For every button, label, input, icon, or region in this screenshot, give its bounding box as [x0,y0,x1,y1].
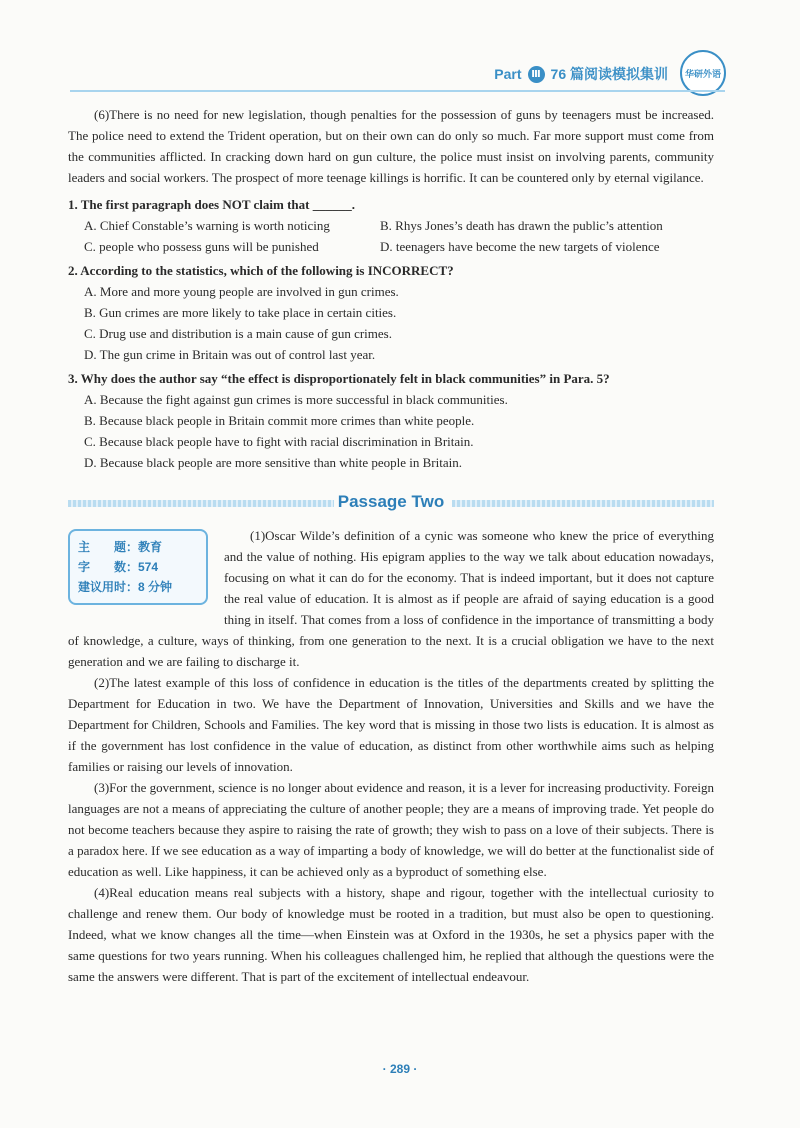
series-title: 76 篇阅读模拟集训 [550,66,668,82]
passage-title: Passage Two [334,492,448,511]
page-number: · 289 · [382,1062,418,1076]
part-numeral-badge: Ⅲ [528,66,545,83]
question-1 [68,194,714,257]
info-suggested-time: 建议用时：8 分钟 [78,580,173,594]
option-a[interactable]: A. Chief Constable’s warning is worth noticing [84,218,330,233]
option-b[interactable]: B. Rhys Jones’s death has drawn the public’s attention [380,218,663,233]
option-d[interactable]: D. The gun crime in Britain was out of control last year. [84,347,376,362]
passage-two-para-2: (2)The latest example of this loss of confidence in education is the titles of the departments created by splitting the Department for Education in two. We have the Department of Innovation, Universities and Skills and we have the Department for Children, Schools and Families. The key word that is missing in those two lists is education. It is almost as if the government has lost confidence in the value of education, as distinct from other worthwhile aims such as helping families or raising our levels of innovation. [68,675,714,774]
question-2 [68,260,714,365]
option-c[interactable]: C. Because black people have to fight with racial discrimination in Britain. [84,434,474,449]
passage-info-box [68,529,208,605]
passage-two-para-3: (3)For the government, science is no longer about evidence and reason, it is a lever for increasing productivity. Foreign languages are not a means of appreciating the culture of another people; they are a means of improving trade. Yet people do not become teachers because they aspire to raising the rate of growth; they wish to pass on a love of their subjects. There is a paradox here. If we see education as a way of imparting a body of knowledge, we will do better at the functionalist side of education as well. Like happiness, it can be achieved only as a byproduct of something else. [68,780,714,879]
option-b[interactable]: B. Gun crimes are more likely to take place in certain cities. [84,305,397,320]
question-3 [68,368,714,473]
passage-one-para-6: (6)There is no need for new legislation, though penalties for the possession of guns by teenagers must be increased. The police need to extend the Trident operation, but on their own can do only so much. Far more support must come from the communities afflicted. In cracking down hard on gun culture, the police must insist on involving parents, community leaders and social workers. The prospect of more teenage killings is horrific. It can be countered only by eternal vigilance. [68,107,714,185]
info-topic: 主 题：教育 [78,540,163,554]
page-content [68,104,714,987]
passage-two-heading [68,491,714,515]
heading-bar-left [68,500,336,507]
option-d[interactable]: D. teenagers have become the new targets of violence [380,239,660,254]
option-d[interactable]: D. Because black people are more sensitive than white people in Britain. [84,455,462,470]
option-c[interactable]: C. Drug use and distribution is a main cause of gun crimes. [84,326,392,341]
option-a[interactable]: A. More and more young people are involved in gun crimes. [84,284,399,299]
passage-two-para-1: (1)Oscar Wilde’s definition of a cynic was someone who knew the price of everything and the value of nothing. His epigram applies to the way we talk about education nowadays, focusing on what it can do for the economy. That is indeed important, but it does not capture the real value of education. It is almost as if people are afraid of saying education is a good thing in itself. That comes from a loss of confidence in the importance of transmitting a body of knowledge, a culture, ways of thinking, from one generation to the next. It is a crucial obligation we have to the next generation and we are failing to discharge it. [68,528,714,669]
option-b[interactable]: B. Because black people in Britain commit more crimes than white people. [84,413,475,428]
option-c[interactable]: C. people who possess guns will be punished [84,239,319,254]
passage-two-para-4: (4)Real education means real subjects with a history, shape and rigour, together with the intellectual curiosity to challenge and renew them. Our body of knowledge must be rooted in a tradition, but must also be open to questioning. Indeed, what we know changes all the time—when Einstein was at Oxford in the 1930s, he set a physics paper with the same questions for two years running. When his colleagues challenged him, he replied that although the questions were the same the answers were different. That is part of the excitement of intellectual endeavour. [68,885,714,984]
publisher-logo: 华研外语 [680,50,726,96]
question-stem: 1. The first paragraph does NOT claim that ______. [68,197,355,212]
option-a[interactable]: A. Because the fight against gun crimes is more successful in black communities. [84,392,508,407]
question-stem: 2. According to the statistics, which of the following is INCORRECT? [68,263,454,278]
header-divider [70,90,725,92]
info-word-count: 字 数：574 [78,560,159,574]
question-stem: 3. Why does the author say “the effect is disproportionately felt in black communities” in Para. 5? [68,371,610,386]
heading-bar-right [452,500,714,507]
part-label: Part [494,66,522,82]
